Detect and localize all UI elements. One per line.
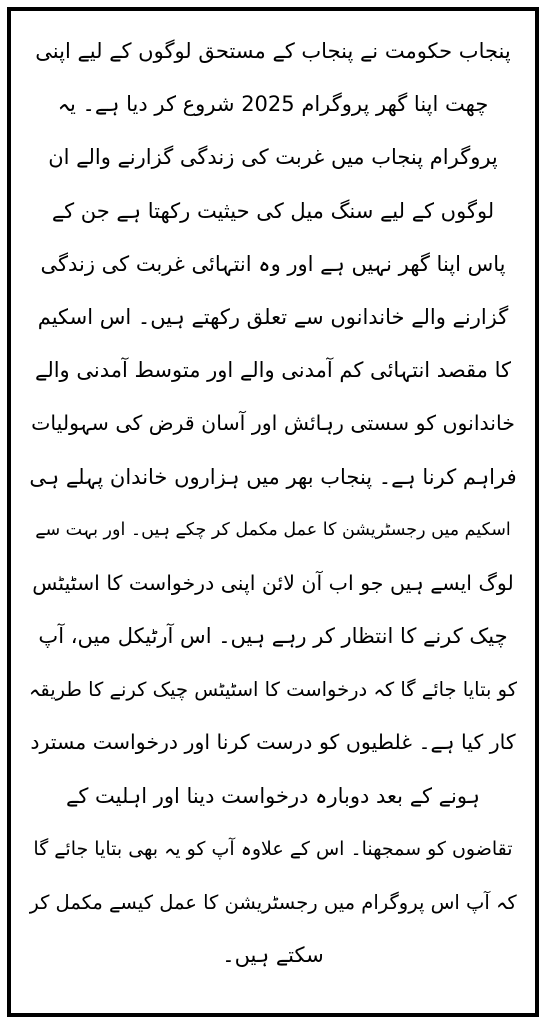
article-line: پنجاب حکومت نے پنجاب کے مستحق لوگوں کے لیے اپنی: [35, 39, 511, 63]
article-line: لوگ ایسے ہیں جو اب آن لائن اپنی درخواست کا اسٹیٹس: [32, 570, 514, 595]
article-line: تقاضوں کو سمجھنا۔ اس کے علاوہ آپ کو یہ بھی بتایا جائے گا: [33, 837, 513, 860]
article-line: پروگرام پنجاب میں غربت کی زندگی گزارنے والے ان: [48, 145, 498, 170]
article-line: کہ آپ اس پروگرام میں رجسٹریشن کا عمل کیسے مکمل کر: [29, 891, 517, 914]
article-line: کار کیا ہے۔ غلطیوں کو درست کرنا اور درخواست مسترد: [30, 730, 516, 755]
article-line: سکتے ہیں۔: [222, 943, 324, 968]
article-line: گزارنے والے خاندانوں سے تعلق رکھتے ہیں۔ اس اسکیم: [37, 304, 509, 329]
article-line: لوگوں کے لیے سنگ میل کی حیثیت رکھتا ہے جن کے: [51, 198, 495, 223]
article-line: کا مقصد انتہائی کم آمدنی والے اور متوسط آمدنی والے: [35, 358, 511, 383]
article-line: اسکیم میں رجسٹریشن کا عمل مکمل کر چکے ہیں۔ اور بہت سے: [35, 519, 511, 540]
article-line: چھت اپنا گھر پروگرام 2025 شروع کر دیا ہے۔ یہ: [57, 92, 489, 117]
article-line: کو بتایا جائے گا کہ درخواست کا اسٹیٹس چیک کرنے کا طریقہ: [29, 678, 517, 702]
article-line: خاندانوں کو سستی رہائش اور آسان قرض کی سہولیات: [31, 411, 515, 436]
article-line: فراہم کرنا ہے۔ پنجاب بھر میں ہزاروں خاندان پہلے ہی: [29, 464, 517, 489]
article-frame: [7, 7, 539, 1017]
article-body: [29, 25, 517, 982]
article-line: ہونے کے بعد دوبارہ درخواست دینا اور اہلیت کے: [66, 783, 480, 808]
article-line: چیک کرنے کا انتظار کر رہے ہیں۔ اس آرٹیکل میں، آپ: [38, 624, 508, 649]
article-line: پاس اپنا گھر نہیں ہے اور وہ انتہائی غربت کی زندگی: [40, 251, 506, 276]
